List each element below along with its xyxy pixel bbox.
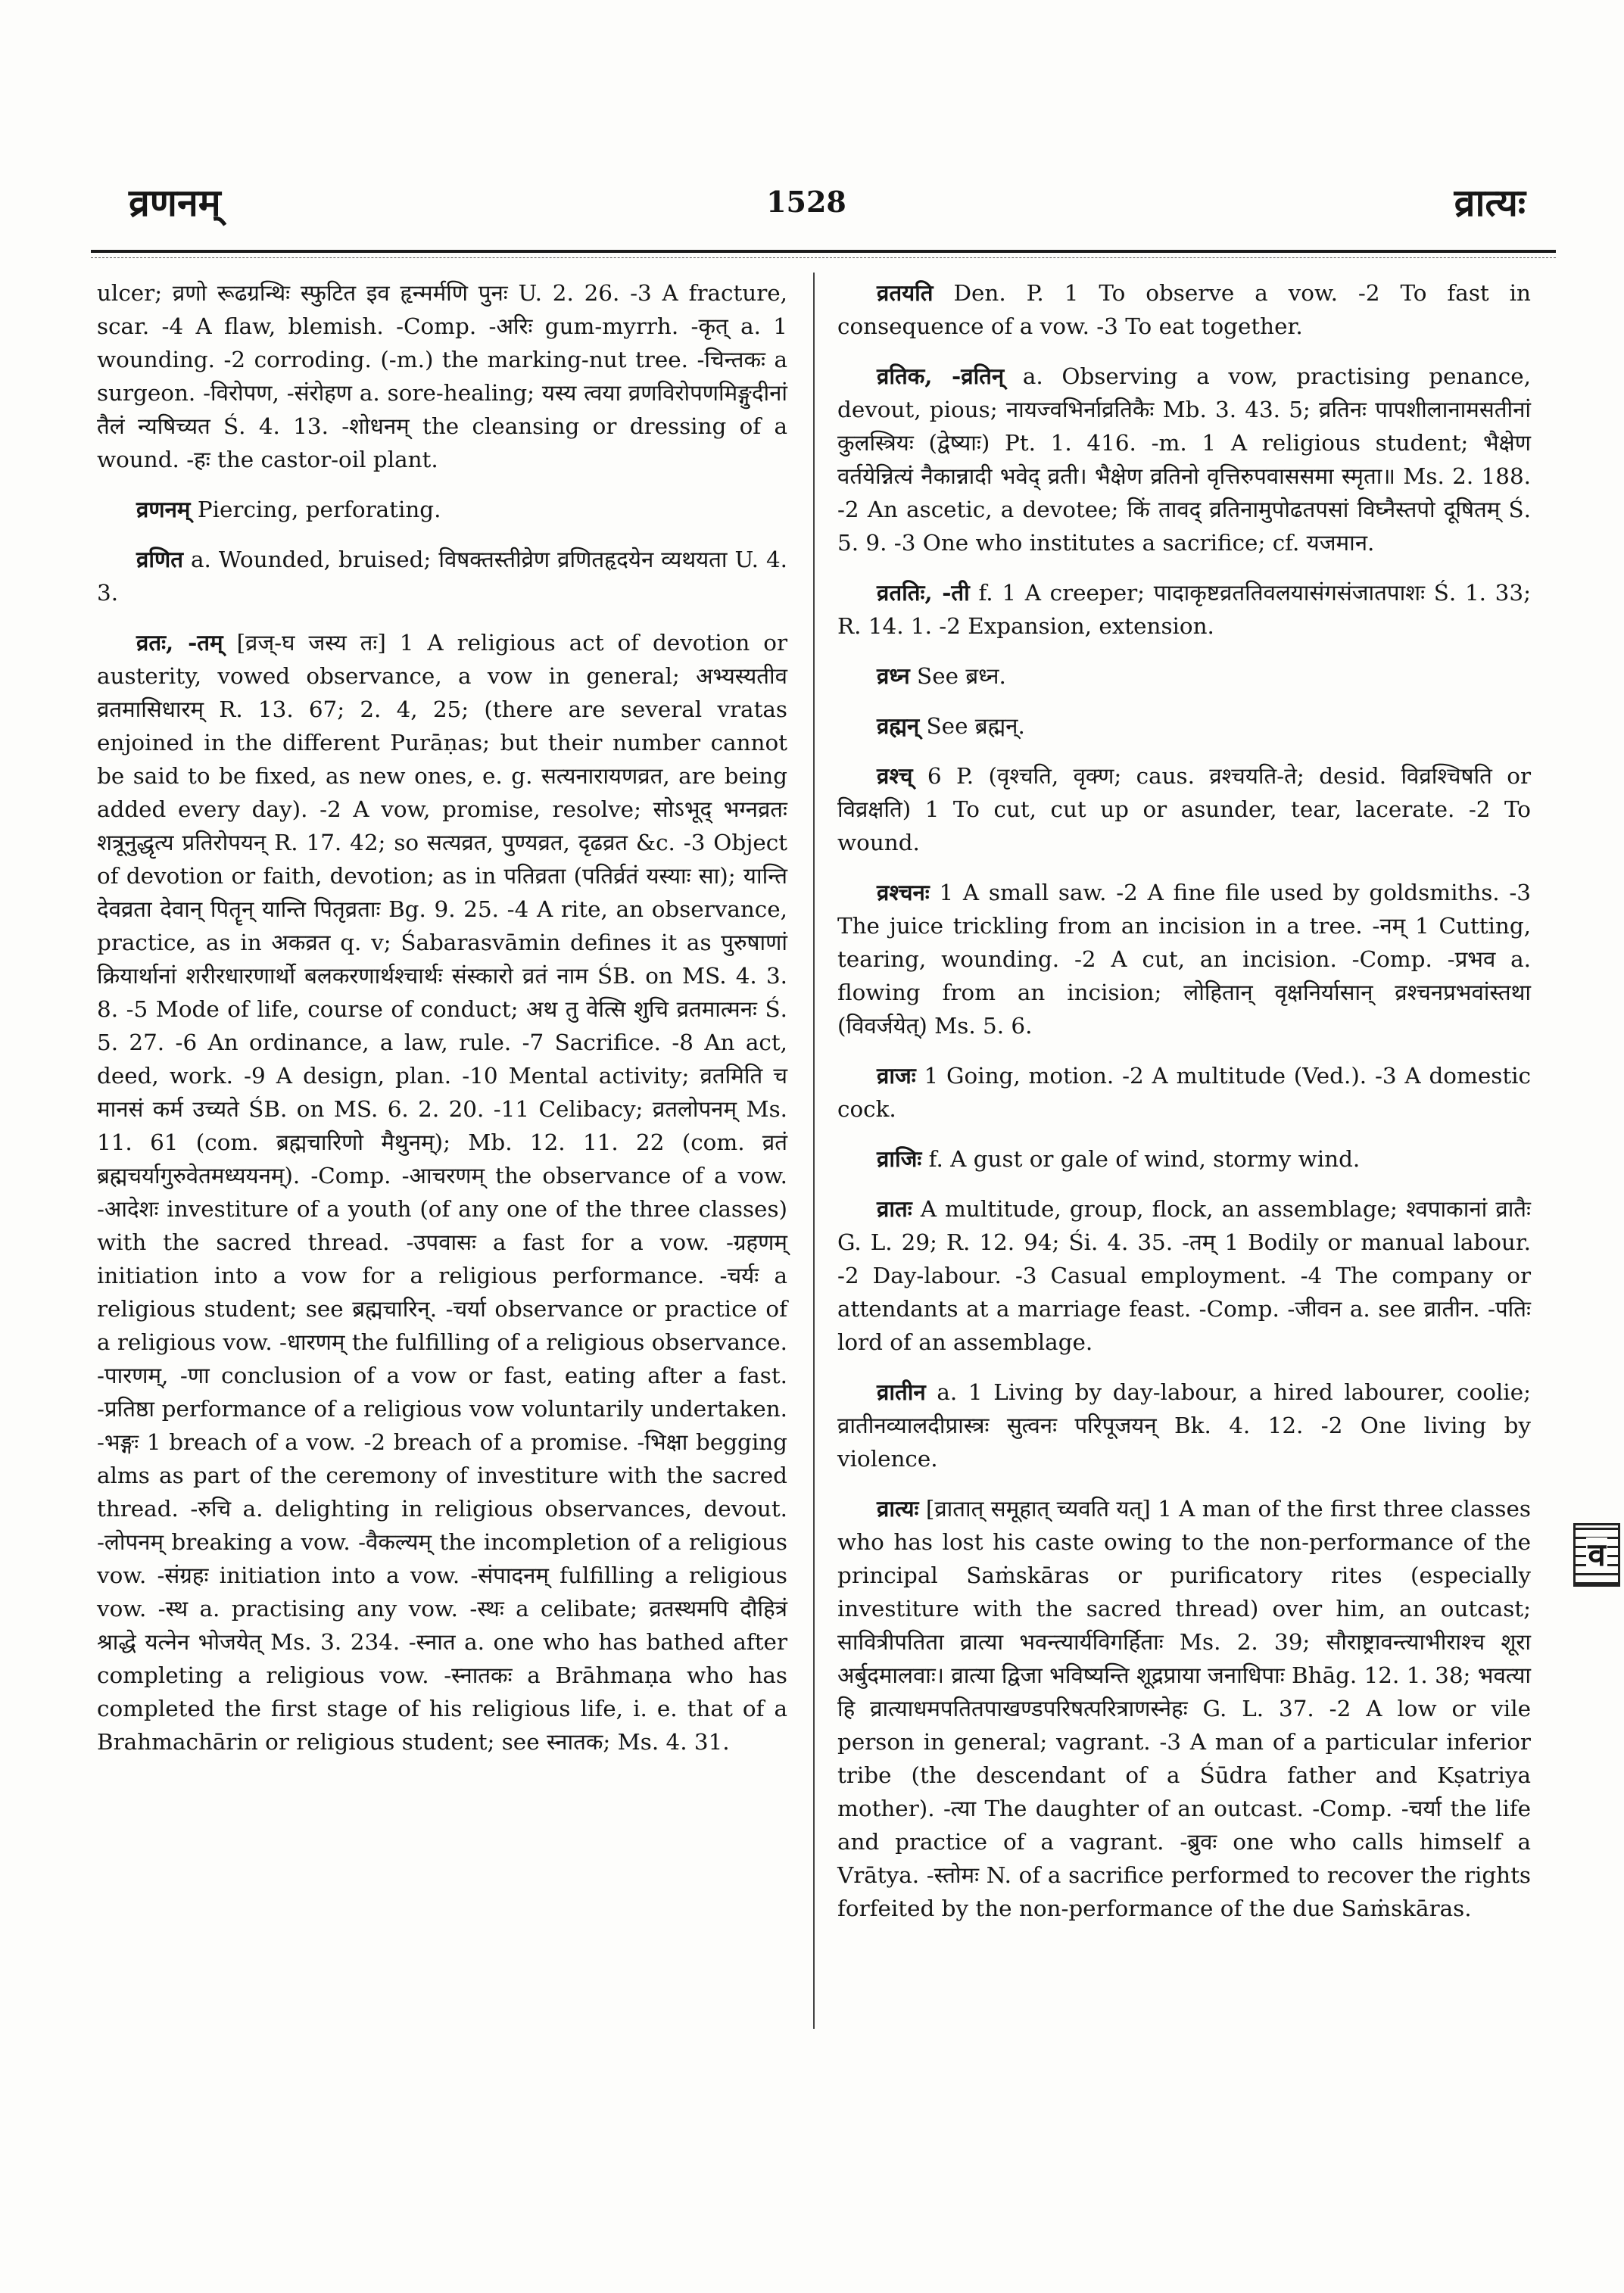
entry-headword: व्रततिः, -ती	[877, 579, 970, 606]
thumb-index-letter: व	[1588, 1536, 1606, 1573]
entry-headword: व्राजिः	[877, 1145, 922, 1172]
entry-text: A multitude, group, flock, an assemblage; श्वपाकानां व्रातैः G. L. 29; R. 12. 94; Śi. 4. 35. -तम् 1 Bodily or manual labour. -2 Day-labour. -3 Casual employment. -4 The company or attendants at a marriage feast. -Comp. -जीवन a. see व्रातीन. -पतिः lord of an assemblage.	[837, 1196, 1531, 1355]
dictionary-entry	[97, 276, 787, 476]
entry-headword: व्रतः, -तम्	[136, 629, 223, 656]
dictionary-entry	[837, 659, 1531, 693]
entry-headword: व्रात्यः	[877, 1495, 919, 1522]
entry-text: a. 1 Living by day-labour, a hired labourer, coolie; व्रातीनव्यालदीप्रास्त्रः सुत्वनः परिपूजयन् Bk. 4. 12. -2 One living by violence.	[837, 1379, 1531, 1472]
dictionary-entry	[837, 759, 1531, 859]
entry-headword: व्रश्च्	[877, 762, 913, 789]
dictionary-entry	[837, 709, 1531, 743]
entry-headword: व्रणनम्	[136, 496, 191, 522]
dictionary-entry	[837, 276, 1531, 343]
entry-text: [व्रातात् समूहात् च्यवति यत्] 1 A man of the first three classes who has lost his caste owing to the non-performance of the principal Saṁskāras or purificatory rites (especially investiture with the sacred thread) over him, an outcast; सावित्रीपतिता व्रात्या भवन्त्यार्यविगर्हिताः Ms. 2. 39; सौराष्ट्रावन्त्याभीराश्च शूरा अर्बुदमालवाः। व्रात्या द्विजा भविष्यन्ति शूद्रप्राया जनाधिपाः Bhāg. 12. 1. 38; भवत्या हि व्रात्याधमपतितपाखण्डपरिषत्परित्राणस्नेहः G. L. 37. -2 A low or vile person in general; vagrant. -3 A man of a particular inferior tribe (the descendant of a Śūdra father and Kṣatriya mother). -त्या The daughter of an outcast. -Comp. -चर्या the life and practice of a vagrant. -ब्रुवः one who calls himself a Vrātya. -स्तोमः N. of a sacrifice performed to recover the rights forfeited by the non-performance of the due Saṁskāras.	[837, 1496, 1531, 1921]
running-head-right: व्रात्यः	[1454, 180, 1526, 225]
entry-headword: व्राजः	[877, 1062, 916, 1089]
dictionary-entry	[97, 626, 787, 1759]
page-number: 1528	[766, 185, 846, 219]
entry-headword: व्रश्चनः	[877, 879, 930, 905]
entry-headword: व्रह्मन्	[877, 712, 920, 739]
thumb-index-tab	[1573, 1523, 1620, 1587]
header-rule	[91, 250, 1556, 253]
entry-text: See ब्रह्मन्.	[919, 713, 1025, 739]
entry-text: 6 P. (वृश्चति, वृक्ण; caus. व्रश्चयति-ते; desid. विव्रश्चिषति or विव्रक्षति) 1 To cut, cut up or asunder, tear, lacerate. -2 To wound.	[837, 763, 1531, 855]
dictionary-entry	[837, 1192, 1531, 1359]
dictionary-entry	[837, 1375, 1531, 1475]
left-column	[97, 276, 787, 1775]
entry-text: 1 A small saw. -2 A fine file used by goldsmiths. -3 The juice trickling from an incision in a tree. -नम् 1 Cutting, tearing, wounding. -2 A cut, an incision. -Comp. -प्रभव a. flowing from an incision; लोहितान् वृक्षनिर्यासान् व्रश्चनप्रभवांस्तथा (विवर्जयेत्) Ms. 5. 6.	[837, 880, 1531, 1039]
entry-headword: व्रातीन	[877, 1379, 926, 1405]
dictionary-entry	[837, 576, 1531, 643]
entry-text: 1 Going, motion. -2 A multitude (Ved.). -3 A domestic cock.	[837, 1063, 1531, 1122]
entry-headword: व्रतिक, -व्रतिन्	[877, 363, 1005, 389]
dictionary-entry	[97, 543, 787, 609]
dictionary-entry	[97, 493, 787, 526]
running-head-left: व्रणनम्	[129, 180, 221, 225]
entry-headword: व्रातः	[877, 1195, 912, 1222]
dictionary-entry	[837, 360, 1531, 559]
right-column	[837, 276, 1531, 1942]
entry-text: f. 1 A creeper; पादाकृष्टव्रततिवलयासंगसंजातपाशः Ś. 1. 33; R. 14. 1. -2 Expansion, extension.	[837, 580, 1531, 639]
dictionary-entry	[837, 876, 1531, 1042]
entry-text: f. A gust or gale of wind, stormy wind.	[921, 1146, 1361, 1172]
dictionary-entry	[837, 1059, 1531, 1126]
column-divider	[813, 273, 815, 2029]
entry-headword: व्रणित	[136, 546, 183, 572]
dictionary-entry	[837, 1142, 1531, 1176]
entry-headword: व्रध्न	[877, 662, 910, 689]
entry-text: a. Observing a vow, practising penance, devout, pious; नायज्वभिर्नाव्रतिकैः Mb. 3. 43. 5; व्रतिनः पापशीलानामसतीनां कुलस्त्रियः (द्वेष्याः) Pt. 1. 416. -m. 1 A religious student; भैक्षेण वर्तयेन्नित्यं नैकान्नादी भवेद् व्रती। भैक्षेण व्रतिनो वृत्तिरुपवाससमा स्मृता॥ Ms. 2. 188. -2 An ascetic, a devotee; किं तावद् व्रतिनामुपोढतपसां विघ्नैस्तपो दूषितम् Ś. 5. 9. -3 One who institutes a sacrifice; cf. यजमान.	[837, 363, 1531, 556]
entry-text: [व्रज्-घ जस्य तः] 1 A religious act of devotion or austerity, vowed observance, a vow in general; अभ्यस्यतीव व्रतमासिधारम् R. 13. 67; 2. 4, 25; (there are several vratas enjoined in the different Purāṇas; but their number cannot be said to be fixed, as new ones, e. g. सत्यनारायणव्रत, are being added every day). -2 A vow, promise, resolve; सोऽभूद् भग्नव्रतः शत्रूनुद्धृत्य प्रतिरोपयन् R. 17. 42; so सत्यव्रत, पुण्यव्रत, दृढव्रत &c. -3 Object of devotion or faith, devotion; as in पतिव्रता (पतिर्व्रतं यस्याः सा); यान्ति देवव्रता देवान् पितॄन् यान्ति पितृव्रताः Bg. 9. 25. -4 A rite, an observance, practice, as in अकव्रत q. v; Śabarasvāmin defines it as पुरुषाणां क्रियार्थानां शरीरधारणार्थो बलकरणार्थश्चार्थः संस्कारो व्रतं नाम ŚB. on MS. 4. 3. 8. -5 Mode of life, course of conduct; अथ तु वेत्सि शुचि व्रतमात्मनः Ś. 5. 27. -6 An ordinance, a law, rule. -7 Sacrifice. -8 An act, deed, work. -9 A design, plan. -10 Mental activity; व्रतमिति च मानसं कर्म उच्यते ŚB. on MS. 6. 2. 20. -11 Celibacy; व्रतलोपनम् Ms. 11. 61 (com. ब्रह्मचारिणो मैथुनम्); Mb. 12. 11. 22 (com. व्रतं ब्रह्मचर्यागुरुवेतमध्ययनम्). -Comp. -आचरणम् the observance of a vow. -आदेशः investiture of a youth (of any one of the three classes) with the sacred thread. -उपवासः a fast for a vow. -ग्रहणम् initiation into a vow for a religious performance. -चर्यः a religious student; see ब्रह्मचारिन्. -चर्या observance or practice of a religious vow. -धारणम् the fulfilling of a religious observance. -पारणम्, -णा conclusion of a vow or fast, eating after a fast. -प्रतिष्ठा performance of a religious vow voluntarily undertaken. -भङ्गः 1 breach of a vow. -2 breach of a promise. -भिक्षा begging alms as part of the ceremony of investiture with the sacred thread. -रुचि a. delighting in religious observances, devout. -लोपनम् breaking a vow. -वैकल्यम् the incompletion of a religious vow. -संग्रहः initiation into a vow. -संपादनम् fulfilling a religious vow. -स्थ a. practising any vow. -स्थः a celibate; व्रतस्थमपि दौहित्रं श्राद्धे यत्नेन भोजयेत् Ms. 3. 234. -स्नात a. one who has bathed after completing a religious vow. -स्नातकः a Brāhmaṇa who has completed the first stage of his religious life, i. e. that of a Brahmachārin or religious student; see स्नातक; Ms. 4. 31.	[97, 630, 787, 1755]
entry-text: See ब्रध्न.	[909, 663, 1006, 689]
entry-text: ulcer; व्रणो रूढग्रन्थिः स्फुटित इव हृन्मर्मणि पुनः U. 2. 26. -3 A fracture, scar. -4 A flaw, blemish. -Comp. -अरिः gum-myrrh. -कृत् a. 1 wounding. -2 corroding. (-m.) the marking-nut tree. -चिन्तकः a surgeon. -विरोपण, -संरोहण a. sore-healing; यस्य त्वया व्रणविरोपणमिङ्गुदीनां तैलं न्यषिच्यत Ś. 4. 13. -शोधनम् the cleansing or dressing of a wound. -हः the castor-oil plant.	[97, 280, 787, 472]
entry-headword: व्रतयति	[877, 279, 934, 306]
entry-text: a. Wounded, bruised; विषक्तस्तीव्रेण व्रणितहृदयेन व्यथयता U. 4. 3.	[97, 547, 787, 606]
entry-text: Den. P. 1 To observe a vow. -2 To fast in consequence of a vow. -3 To eat together.	[837, 280, 1531, 339]
entry-text: Piercing, perforating.	[190, 497, 441, 522]
dictionary-entry	[837, 1492, 1531, 1925]
header-rule-dashed	[91, 257, 1556, 258]
